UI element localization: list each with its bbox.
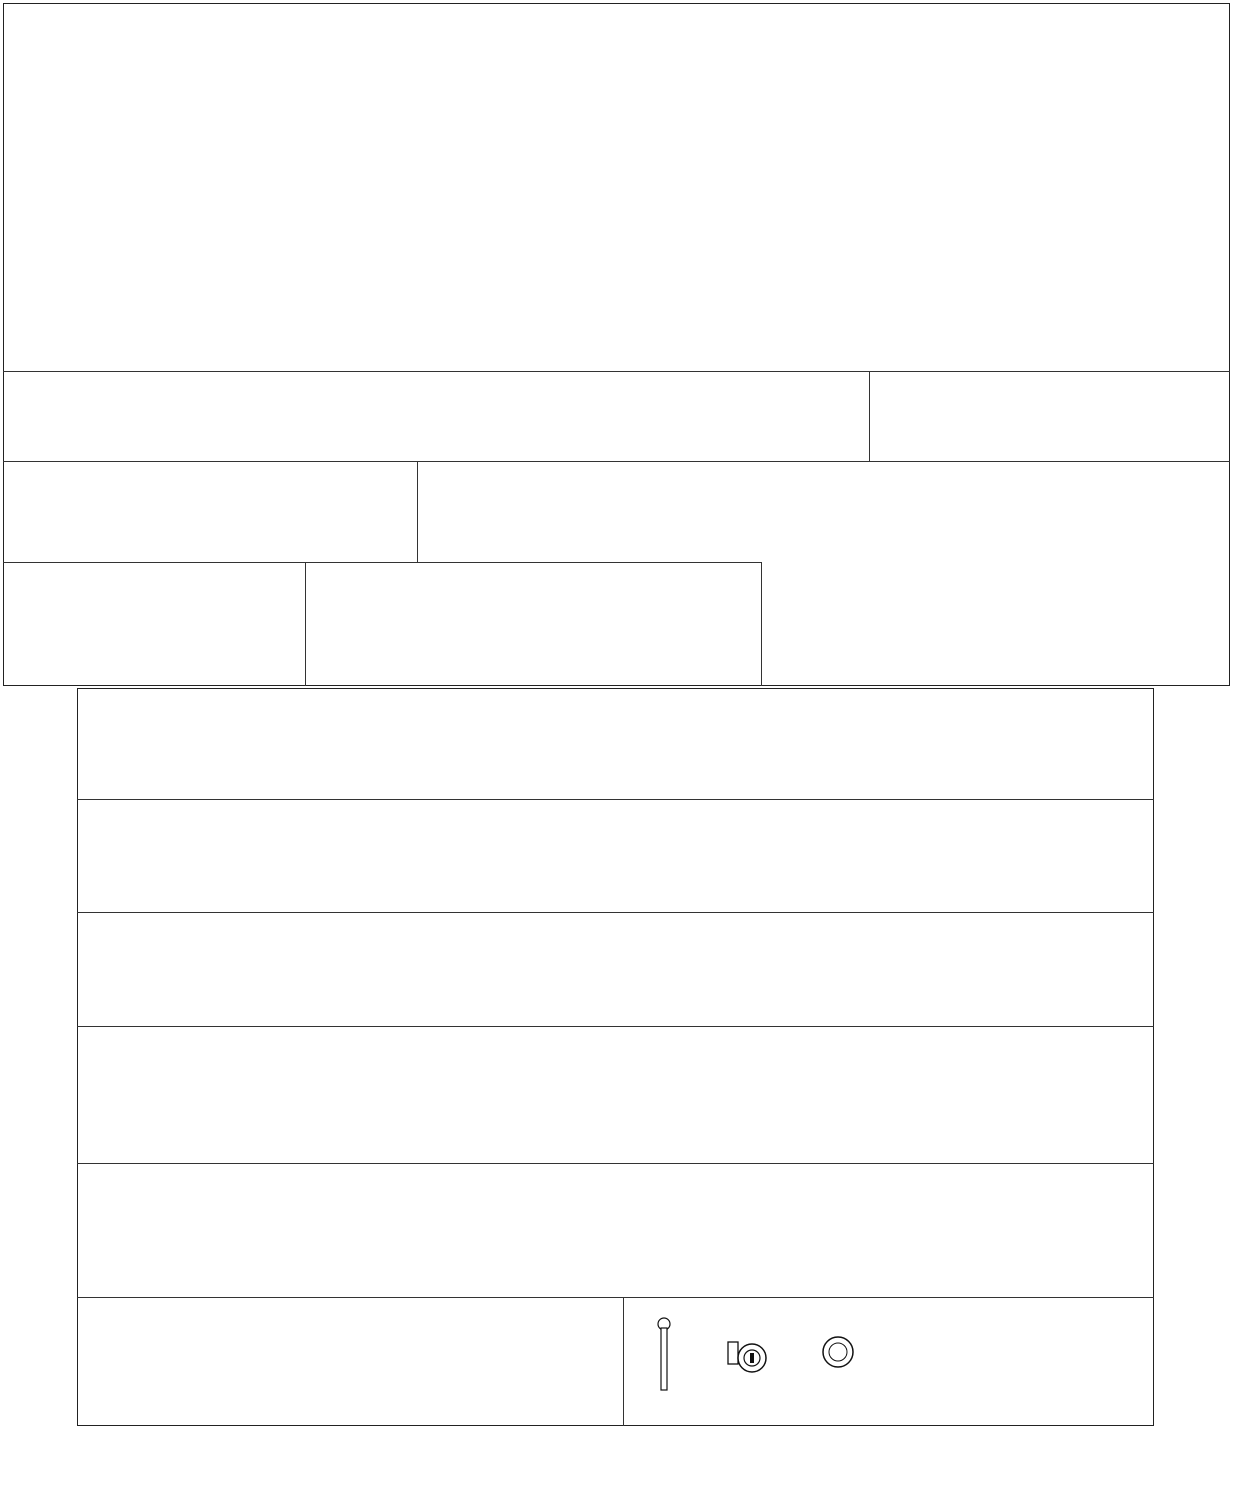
divider (623, 1297, 624, 1426)
divider (305, 562, 306, 686)
divider (77, 1297, 1154, 1298)
divider (77, 1026, 1154, 1027)
accessory-plug (803, 1322, 873, 1372)
divider (77, 912, 1154, 913)
divider (417, 461, 418, 563)
accessory-rondela (628, 1318, 700, 1390)
divider (3, 371, 870, 372)
divider (869, 371, 1230, 372)
divider (761, 562, 762, 686)
accessory-lock (716, 1322, 780, 1380)
rondela-leg-icon (654, 1320, 674, 1390)
divider (3, 461, 1230, 462)
divider (3, 562, 761, 563)
plug-icon (818, 1332, 858, 1372)
divider (869, 371, 870, 461)
lock-icon (724, 1332, 772, 1380)
top-catalog-panel (3, 3, 1230, 686)
divider (77, 1163, 1154, 1164)
divider (77, 799, 1154, 800)
